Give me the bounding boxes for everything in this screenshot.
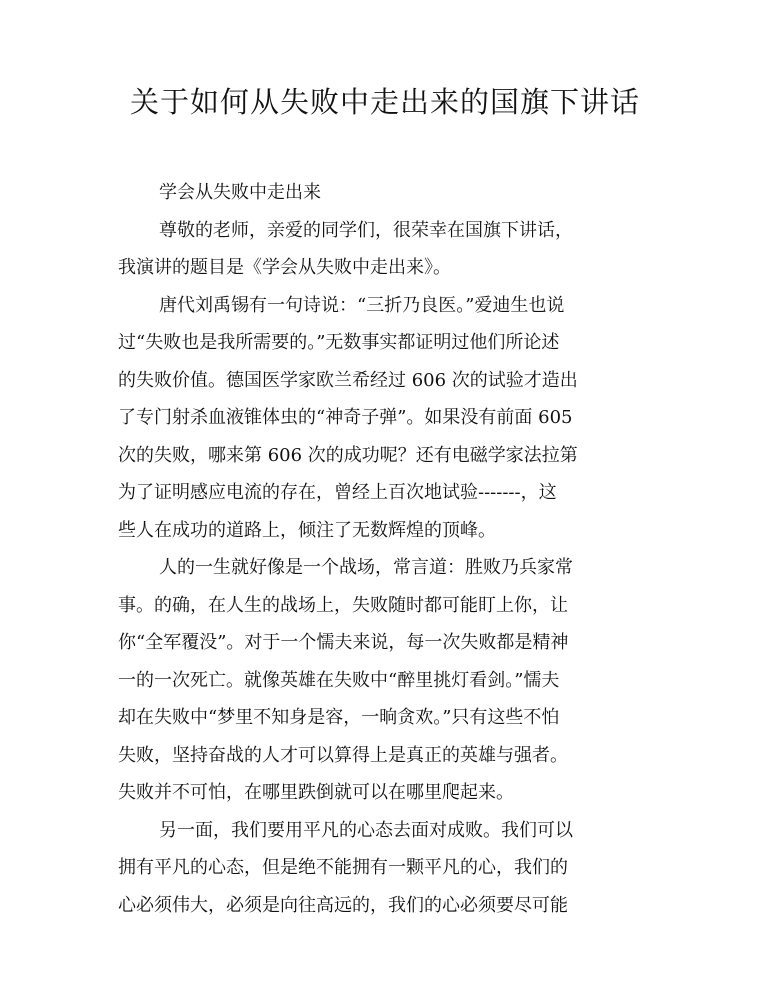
paragraph-line: 你“全军覆没”。对于一个懦夫来说，每一次失败都是精神 [118,632,569,653]
paragraph-line: 却在失败中“梦里不知身是容，一晌贪欢。”只有这些不怕 [118,707,560,728]
paragraph-line: 些人在成功的道路上，倾注了无数辉煌的顶峰。 [118,519,496,541]
paragraph-line: 失败，坚持奋战的人才可以算得上是真正的英雄与强者。 [118,744,568,766]
paragraph-line: 次的失败，哪来第 606 次的成功呢？还有电磁学家法拉第 [118,444,578,466]
paragraph-line: 了专门射杀血液锥体虫的“神奇子弹”。如果没有前面 605 [118,407,573,428]
paragraph-line: 的失败价值。德国医学家欧兰希经过 606 次的试验才造出 [118,369,578,391]
paragraph-line: 失败并不可怕，在哪里跌倒就可以在哪里爬起来。 [118,782,514,803]
subtitle-line: 学会从失败中走出来 [159,182,321,203]
paragraph-line: 我演讲的题目是《学会从失败中走出来》。 [118,257,451,278]
paragraph-line: 拥有平凡的心态，但是绝不能拥有一颗平凡的心，我们的 [118,857,568,878]
paragraph-line: 另一面，我们要用平凡的心态去面对成败。我们可以 [159,819,573,841]
paragraph-line: 为了证明感应电流的存在，曾经上百次地试验-------，这 [118,482,557,503]
paragraph-line: 尊敬的老师，亲爱的同学们，很荣幸在国旗下讲话， [159,219,573,241]
paragraph-line: 一的一次死亡。就像英雄在失败中“醉里挑灯看剑。”懦夫 [118,669,560,691]
document-title: 关于如何从失败中走出来的国旗下讲话 [129,85,640,119]
paragraph-line: 心必须伟大，必须是向往高远的，我们的心必须要尽可能 [118,894,568,916]
paragraph-line: 过“失败也是我所需要的。”无数事实都证明过他们所论述 [118,332,560,353]
paragraph-line: 事。的确，在人生的战场上，失败随时都可能盯上你，让 [118,594,568,616]
document-body [118,174,658,924]
paragraph-line: 人的一生就好像是一个战场，常言道：胜败乃兵家常 [159,557,573,578]
paragraph-line: 唐代刘禹锡有一句诗说：“三折乃良医。”爱迪生也说 [159,294,565,316]
